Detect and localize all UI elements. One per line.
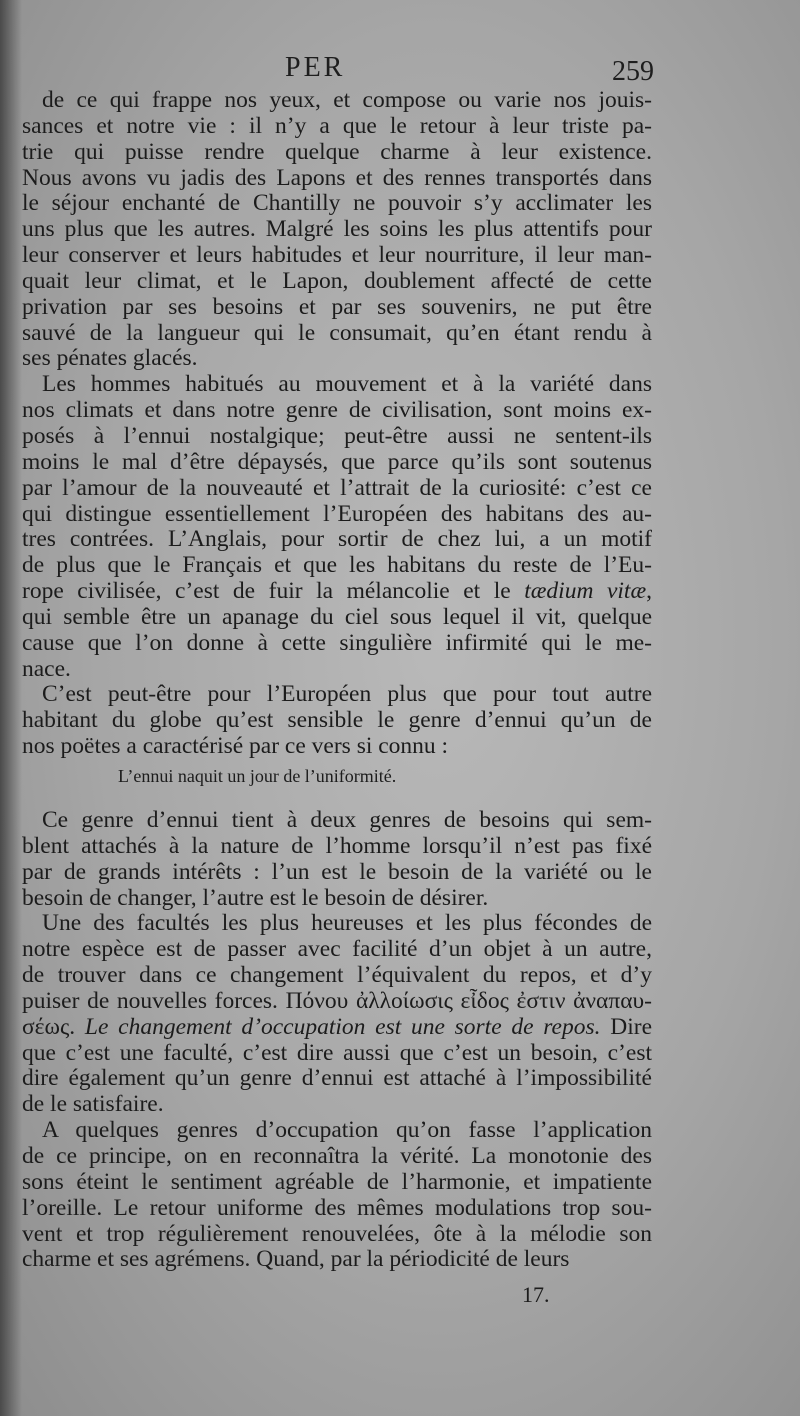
- text-line: de trouver dans ce changement l’équivalent du repos, et d’y: [22, 963, 652, 989]
- text-line: vent et trop régulièrement renouvelées, ôte à la mélodie son: [22, 1221, 652, 1247]
- text-block-lower: [22, 808, 652, 1273]
- text-line: Ce genre d’ennui tient à deux genres de besoins qui sem-: [42, 808, 652, 833]
- text-line: de plus que le Français et que les habitans du reste de l’Eu-: [22, 553, 652, 579]
- page-number: 259: [612, 56, 654, 87]
- text-line: Les hommes habitués au mouvement et à la variété dans: [42, 372, 652, 398]
- text-line: uns plus que les autres. Malgré les soins les plus attentifs pour: [22, 217, 652, 243]
- paragraph: [22, 911, 652, 1118]
- paragraph: [22, 808, 652, 911]
- signature-mark: 17.: [522, 1282, 550, 1307]
- text-line: rope civilisée, c’est de fuir la mélancolie et le tædium vitæ,: [22, 579, 652, 605]
- text-line: sances et notre vie : il n’y a que le retour à leur triste pa-: [22, 113, 652, 139]
- paragraph: [22, 88, 652, 372]
- text-line: leur conserver et leurs habitudes et leur nourriture, il leur man-: [22, 243, 652, 269]
- paragraph: [22, 682, 652, 760]
- running-head: PER: [285, 52, 346, 83]
- text-line: ses pénates glacés.: [22, 346, 198, 372]
- paragraph: [22, 372, 652, 682]
- text-line: que c’est une faculté, c’est dire aussi que c’est un besoin, c’est: [22, 1040, 652, 1066]
- text-line: C’est peut-être pour l’Européen plus que pour tout autre: [42, 682, 652, 708]
- text-line: blent attachés à la nature de l’homme lorsqu’il n’est pas fixé: [22, 833, 652, 859]
- text-line: sons éteint le sentiment agréable de l’harmonie, et impatiente: [22, 1169, 652, 1195]
- text-line: notre espèce est de passer avec facilité d’un objet à un autre,: [22, 937, 652, 963]
- text-line: nos poëtes a caractérisé par ce vers si connu :: [22, 734, 449, 760]
- text-line: de ce principe, on en reconnaîtra la vérité. La monotonie des: [22, 1143, 652, 1169]
- text-line: charme et ses agrémens. Quand, par la périodicité de leurs: [22, 1247, 570, 1273]
- text-block-upper: [22, 88, 652, 760]
- text-line: qui distingue essentiellement l’Européen des habitans des au-: [22, 501, 652, 527]
- page-gutter-shadow: [0, 0, 22, 1416]
- text-line: de le satisfaire.: [22, 1092, 164, 1118]
- text-line: trie qui puisse rendre quelque charme à leur existence.: [22, 139, 652, 165]
- verse-quote: L’ennui naquit un jour de l’uniformité.: [118, 766, 397, 786]
- text-line: dire également qu’un genre d’ennui est attaché à l’impossibilité: [22, 1066, 652, 1092]
- text-line: nace.: [22, 656, 71, 682]
- text-line: l’oreille. Le retour uniforme des mêmes modulations trop sou-: [22, 1195, 652, 1221]
- text-line: habitant du globe qu’est sensible le genre d’ennui qu’un de: [22, 708, 652, 734]
- text-line: qui semble être un apanage du ciel sous lequel il vit, quelque: [22, 604, 652, 630]
- page-header: [0, 52, 800, 92]
- text-line: A quelques genres d’occupation qu’on fasse l’application: [42, 1118, 652, 1144]
- text-line: cause que l’on donne à cette singulière infirmité qui le me-: [22, 630, 652, 656]
- text-line: sauvé de la langueur qui le consumait, qu’en étant rendu à: [22, 320, 652, 346]
- text-line: par de grands intérêts : l’un est le besoin de la variété ou le: [22, 859, 652, 885]
- text-line: moins le mal d’être dépaysés, que parce qu’ils sont soutenus: [22, 449, 652, 475]
- text-line: Nous avons vu jadis des Lapons et des rennes transportés dans: [22, 165, 652, 191]
- text-line: besoin de changer, l’autre est le besoin de désirer.: [22, 885, 489, 911]
- paragraph: [22, 1118, 652, 1273]
- text-line: privation par ses besoins et par ses souvenirs, ne put être: [22, 294, 652, 320]
- text-line: nos climats et dans notre genre de civilisation, sont moins ex-: [22, 398, 652, 424]
- text-line: tres contrées. L’Anglais, pour sortir de chez lui, a un motif: [22, 527, 652, 553]
- text-line: Une des facultés les plus heureuses et les plus fécondes de: [42, 911, 652, 937]
- text-line: posés à l’ennui nostalgique; peut-être aussi ne sentent-ils: [22, 423, 652, 449]
- text-line: par l’amour de la nouveauté et l’attrait de la curiosité: c’est ce: [22, 475, 652, 501]
- text-line: puiser de nouvelles forces. Πόνου ἀλλοίωσις εἶδος ἐστιν ἀναπαυ-: [22, 988, 652, 1014]
- text-line: σέως. Le changement d’occupation est une sorte de repos. Dire: [22, 1014, 652, 1040]
- text-line: de ce qui frappe nos yeux, et compose ou varie nos jouis-: [42, 88, 652, 113]
- text-line: quait leur climat, et le Lapon, doublement affecté de cette: [22, 268, 652, 294]
- text-line: le séjour enchanté de Chantilly ne pouvoir s’y acclimater les: [22, 191, 652, 217]
